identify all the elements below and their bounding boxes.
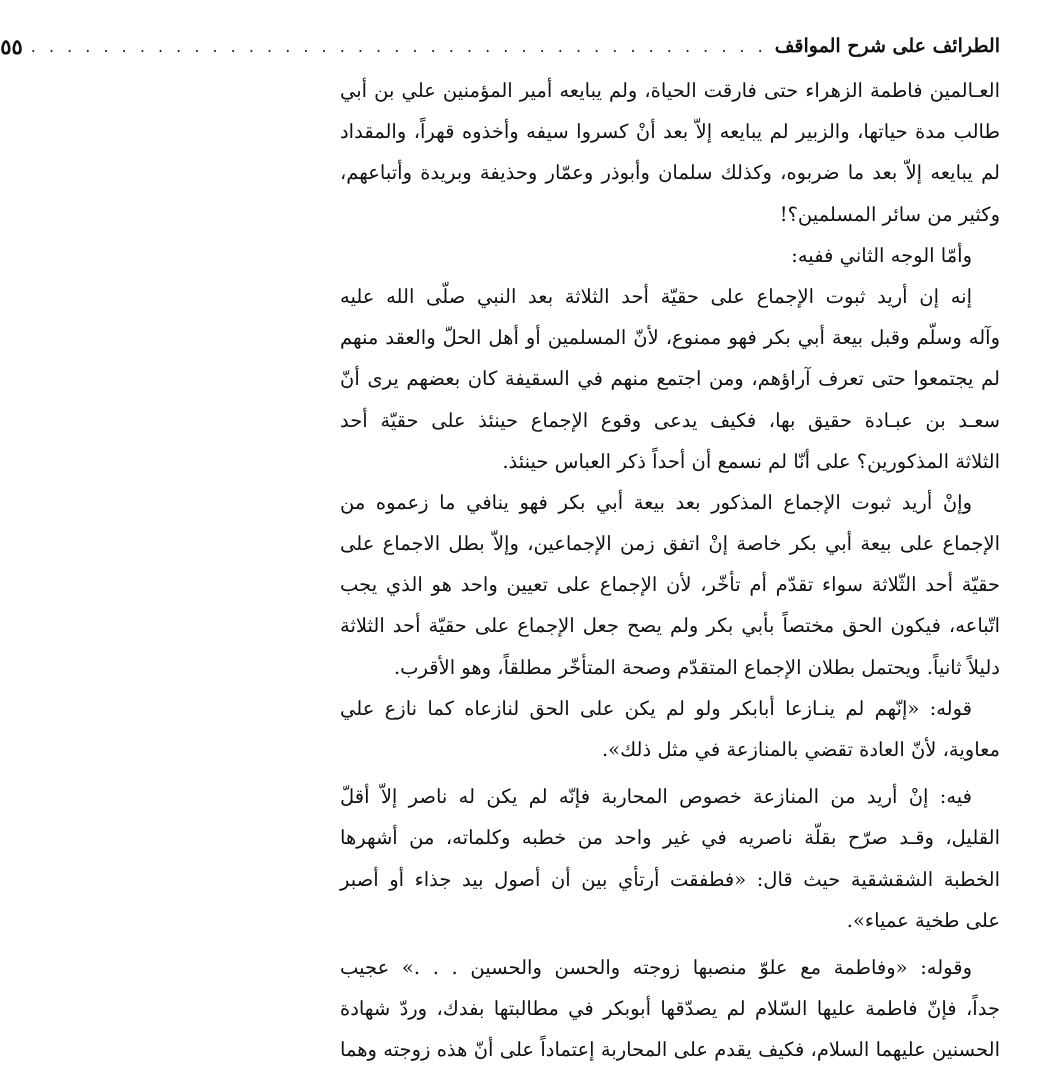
text-line: وقوله: «وفاطمة مع علوّ منصبها زوجته والحسن والحسين . . .» عجيب: [340, 955, 972, 979]
text-line: لم يجتمعوا حتى تعرف آراؤهم، ومن اجتمع منهم في السقيفة كان بعضهم يرى أنّ: [340, 367, 1000, 391]
page-number: ٥٥: [0, 33, 23, 59]
section-heading: وأمّا الوجه الثاني ففيه:: [791, 243, 972, 267]
text-line: على طخية عمياء».: [846, 908, 1000, 932]
leader-dots: . . . . . . . . . . . . . . . . . . . . . . . . . . . . . . . . . . . . . . . . .: [30, 36, 767, 56]
text-line: سعـد بن عبـادة حقيق بها، فكيف يدعى وقوع الإجماع حينئذ على حقيّة أحد: [340, 408, 1000, 432]
text-line: جداً، فإنّ فاطمة عليها السّلام لم يصدّقها أبوبكر في مطالبتها بفدك، وردّ شهادة: [340, 997, 1000, 1021]
text-line: اتّباعه، فيكون الحق مختصاً بأبي بكر ولم يصح جعل الإجماع على حقيّة أحد الثلاثة: [340, 614, 1000, 638]
text-line: دليلاً ثانياً. ويحتمل بطلان الإجماع المتقدّم وصحة المتأخّر مطلقاً، وهو الأقرب.: [393, 655, 1000, 679]
text-line: معاوية، لأنّ العادة تقضي بالمنازعة في مثل ذلك».: [601, 738, 1000, 761]
text-line: الإجماع على بيعة أبي بكر خاصة إنْ اتفق زمن الإجماعين، وإلاّ بطل الاجماع على: [340, 532, 1000, 556]
text-line: وآله وسلّم وقبل بيعة أبي بكر فهو ممنوع، لأنّ المسلمين أو أهل الحلّ والعقد منهم: [340, 326, 1000, 350]
body-text: [340, 70, 1000, 1071]
text-line: الخطبة الشقشقية حيث قال: «فطفقت أرتأي بين أن أصول بيد جذاء أو أصبر: [340, 867, 1000, 891]
text-line: العـالمين فاطمة الزهراء حتى فارقت الحياة، ولم يبايعه أمير المؤمنين علي بن أبي: [340, 79, 1000, 102]
text-line: وإنْ أريد ثبوت الإجماع المذكور بعد بيعة أبي بكر فهو ينافي ما زعموه من: [340, 490, 972, 514]
text-line: طالب مدة حياتها، والزبير لم يبايعه إلاّ بعد أنْ كسروا سيفه وأخذوه قهراً، والمقداد: [340, 120, 1000, 144]
running-title: الطرائف على شرح المواقف: [774, 35, 1000, 57]
text-line: القليل، وقـد صرّح بقلّة ناصريه في غير واحد من خطبه وكلماته، من أشهرها: [340, 826, 1000, 850]
text-line: لم يبايعه إلاّ بعد ما ضربوه، وكذلك سلمان وأبوذر وعمّار وحذيفة وبريدة وأتباعهم،: [340, 161, 1000, 185]
text-line: إنه إن أريد ثبوت الإجماع على حقيّة أحد الثلاثة بعد النبي صلّى الله عليه: [340, 284, 972, 308]
text-line: الثلاثة المذكورين؟ على أنّا لم نسمع أن أحداً ذكر العباس حينئذ.: [502, 449, 1000, 473]
text-line: الحسنين عليهما السلام، فكيف يقدم على المحاربة إعتماداً على أنّ هذه زوجته وهما: [340, 1038, 1000, 1062]
text-line: فيه: إنْ أريد من المنازعة خصوص المحاربة فإنّه لم يكن له ناصر إلاّ أقلّ: [340, 785, 972, 809]
text-line: وكثير من سائر المسلمين؟!: [779, 202, 1000, 226]
text-line: حقيّة أحد الثّلاثة سواء تقدّم أم تأخّر، لأن الإجماع على تعيين واحد هو الذي يجب: [340, 573, 1000, 597]
text-line: قوله: «إنّهم لم ينـازعا أبابكر ولو لم يكن على الحق لنازعاه كما نازع علي: [340, 696, 972, 720]
running-header: [0, 30, 1000, 62]
